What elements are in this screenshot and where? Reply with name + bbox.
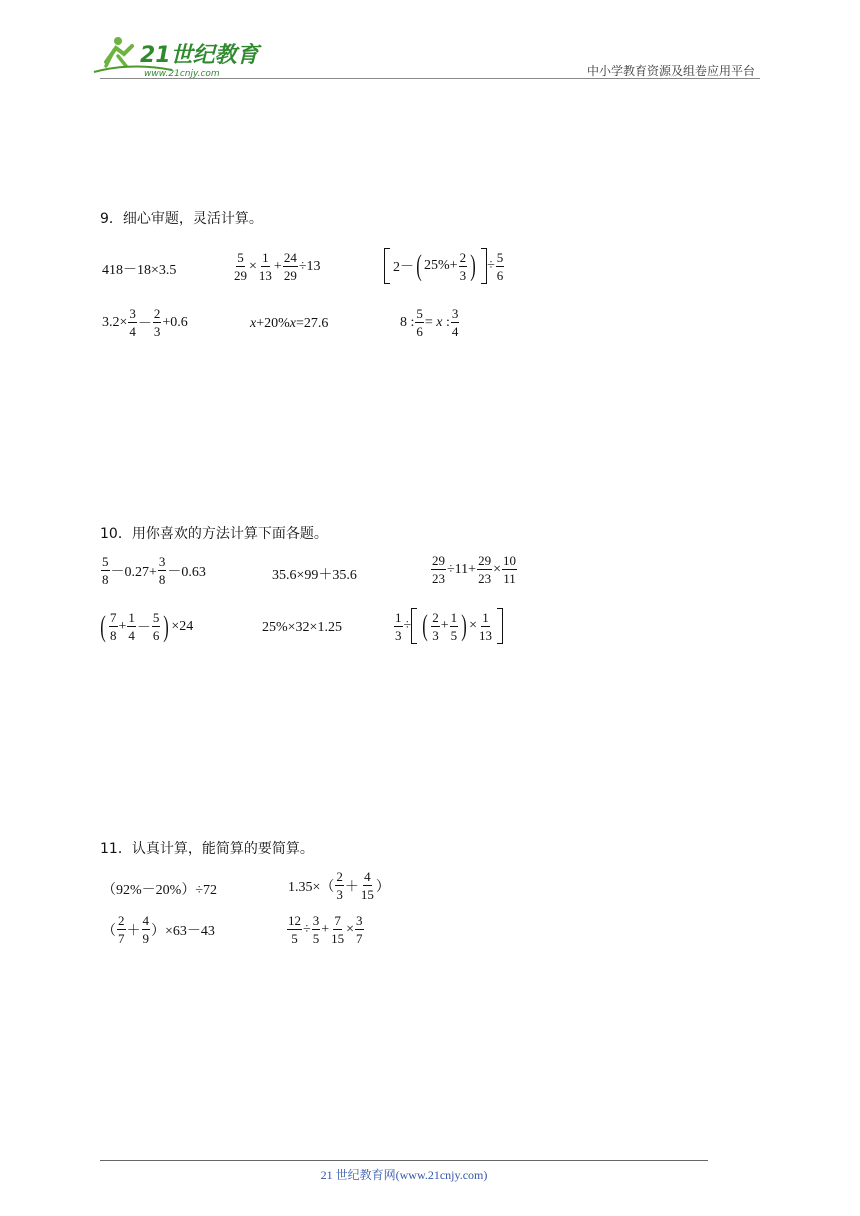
q9-title: 9．细心审题，灵活计算。 — [100, 211, 263, 227]
header-platform-text: 中小学教育资源及组卷应用平台 — [586, 64, 755, 78]
svg-text:www.21cnjy.com: www.21cnjy.com — [144, 69, 220, 79]
q9-expr-5: x +20% x =27.6 — [250, 316, 329, 331]
q9-expr-6: 8 : $\frac{5}{6}$ = x : 3 4 — [400, 306, 459, 339]
q9-expr-1: 418－18×3.5 — [102, 263, 177, 278]
q9-expr-4: 3.2× $\frac{3}{4}$ － 2 3 +0.6 — [102, 306, 188, 339]
q10-expr-3: $\frac{29}{23}$ ÷11+ $\frac{29}{23}$ × $\frac{10}{11}$ — [432, 553, 516, 586]
q10-title: 10．用你喜欢的方法计算下面各题。 — [100, 526, 328, 542]
q10-expr-6: $\frac{1}{3}$ ÷ ( 2 3 + $\frac{1}{5}$ ) × $\frac{1}{13}$ — [393, 608, 503, 644]
header-rule — [100, 78, 760, 79]
q11-title: 11．认真计算，能简算的要简算。 — [100, 841, 314, 857]
q10-expr-5: 25%×32×1.25 — [262, 620, 342, 635]
q10-expr-1: 5 8 －0.27+ $\frac{3}{8}$ －0.63 — [102, 554, 206, 587]
svg-text:21世纪教育: 21世纪教育 — [140, 43, 259, 68]
q11-expr-4: $\frac{12}{5}$ ÷ $\frac{3}{5}$ + $\frac{7}{15}$ × $\frac{3}{7}$ — [288, 913, 363, 946]
q10-expr-2: 35.6×99＋35.6 — [272, 568, 357, 583]
q11-expr-3: （ 2 7 ＋ 4 9 ）×63－43 — [102, 913, 215, 946]
q11-expr-2: 1.35×（ 2 3 ＋ 4 15 ） — [288, 869, 390, 902]
footer-text: 21 世纪教育网(www.21cnjy.com) — [320, 1168, 488, 1182]
footer-rule — [100, 1160, 708, 1161]
q9-expr-3: 2－ ( 25%+ $\frac{2}{3}$ ) ÷ $\frac{5}{6}$ — [384, 248, 505, 284]
q10-expr-4: ( 7 8 + $\frac{1}{4}$ － 5 6 ) ×24 — [100, 609, 194, 643]
q11-expr-1: （92%－20%）÷72 — [102, 883, 218, 898]
logo-21cnjy — [92, 32, 262, 80]
q9-expr-2: $\frac{5}{29}$ × $\frac{1}{13}$ + $\frac{24}{29}$ ÷13 — [234, 250, 321, 283]
